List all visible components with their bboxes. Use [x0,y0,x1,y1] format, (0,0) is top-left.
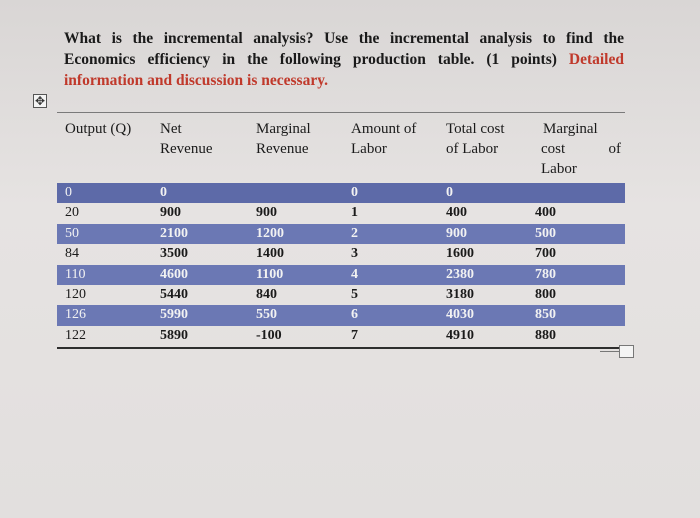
cell-output: 20 [65,205,79,221]
table-row [57,265,625,285]
header-marginal-cost-line2a: cost [541,141,566,157]
header-output: Output (Q) [65,121,132,137]
header-amount-labor [351,119,416,159]
cell-labor: 5 [351,286,358,302]
cell-marginal-cost: 780 [535,266,556,282]
cell-marginal-cost: 400 [535,205,556,221]
cell-total-cost: 1600 [446,246,474,262]
table-tail-rule [600,351,620,352]
cell-labor: 2 [351,225,358,241]
header-net-revenue [160,119,212,159]
cell-net-revenue: 5990 [160,307,188,323]
cell-labor: 4 [351,266,358,282]
header-total-cost [446,119,505,159]
cell-net-revenue: 3500 [160,246,188,262]
cell-marginal-cost: 500 [535,225,556,241]
cell-marginal-revenue: -100 [256,327,282,343]
cell-total-cost: 0 [446,185,453,200]
cell-output: 110 [65,266,86,282]
table-bottom-rule [57,347,625,349]
table-header [57,113,625,183]
table-row [57,326,625,346]
table-row [57,244,625,264]
cell-marginal-revenue: 1100 [256,266,284,282]
header-marginal-cost-line2b: of [608,141,621,157]
cell-output: 84 [65,246,79,262]
cell-total-cost: 4030 [446,307,474,323]
header-marginal-cost-line1: Marginal [543,121,598,137]
cell-net-revenue: 2100 [160,225,188,241]
table-row [57,305,625,325]
cell-net-revenue: 900 [160,205,181,221]
cell-marginal-revenue: 1200 [256,225,284,241]
cell-output: 126 [65,307,86,323]
cell-output: 0 [65,185,72,200]
cell-labor: 0 [351,185,358,200]
question-text [64,28,624,91]
cell-labor: 3 [351,246,358,262]
header-marginal-cost [541,119,621,179]
production-table [57,112,625,349]
cell-labor: 7 [351,327,358,343]
table-body [57,183,625,346]
cell-marginal-cost: 880 [535,327,556,343]
cell-marginal-revenue: 900 [256,205,277,221]
header-total-cost-line2: of Labor [446,141,499,157]
cell-marginal-revenue: 1400 [256,246,284,262]
cell-net-revenue: 0 [160,185,167,200]
question-main: What is the incremental analysis? Use the incremental analysis to find the Economics efficiency in the following production table. (1 points) [64,30,624,68]
header-total-cost-line1: Total cost [446,121,505,137]
cell-marginal-cost: 700 [535,246,556,262]
table-row [57,285,625,305]
cell-total-cost: 3180 [446,286,474,302]
header-marginal-revenue-line1: Marginal [256,121,311,137]
header-marginal-cost-line3: Labor [541,161,577,177]
question-highlight: Detailed information and discussion is necessary. [64,51,624,89]
table-row [57,224,625,244]
cell-labor: 1 [351,205,358,221]
header-net-revenue-line1: Net [160,121,182,137]
header-amount-labor-line2: Labor [351,141,387,157]
cell-total-cost: 4910 [446,327,474,343]
move-icon[interactable]: ✥ [34,94,46,108]
cell-total-cost: 2380 [446,266,474,282]
table-row [57,183,625,203]
cell-output: 50 [65,225,79,241]
cell-output: 122 [65,327,86,343]
cell-total-cost: 400 [446,205,467,221]
cell-total-cost: 900 [446,225,467,241]
header-amount-labor-line1: Amount of [351,121,417,137]
cell-net-revenue: 4600 [160,266,188,282]
resize-handle-icon[interactable] [619,345,634,358]
header-net-revenue-line2: Revenue [160,141,213,157]
header-marginal-cost-line2 [541,139,621,159]
cell-marginal-revenue: 550 [256,307,277,323]
table-row [57,203,625,223]
cell-output: 120 [65,286,86,302]
cell-marginal-cost: 850 [535,307,556,323]
header-marginal-revenue-line2: Revenue [256,141,309,157]
cell-marginal-cost: 800 [535,286,556,302]
cell-labor: 6 [351,307,358,323]
cell-net-revenue: 5890 [160,327,188,343]
header-marginal-revenue [256,119,311,159]
cell-net-revenue: 5440 [160,286,188,302]
cell-marginal-revenue: 840 [256,286,277,302]
